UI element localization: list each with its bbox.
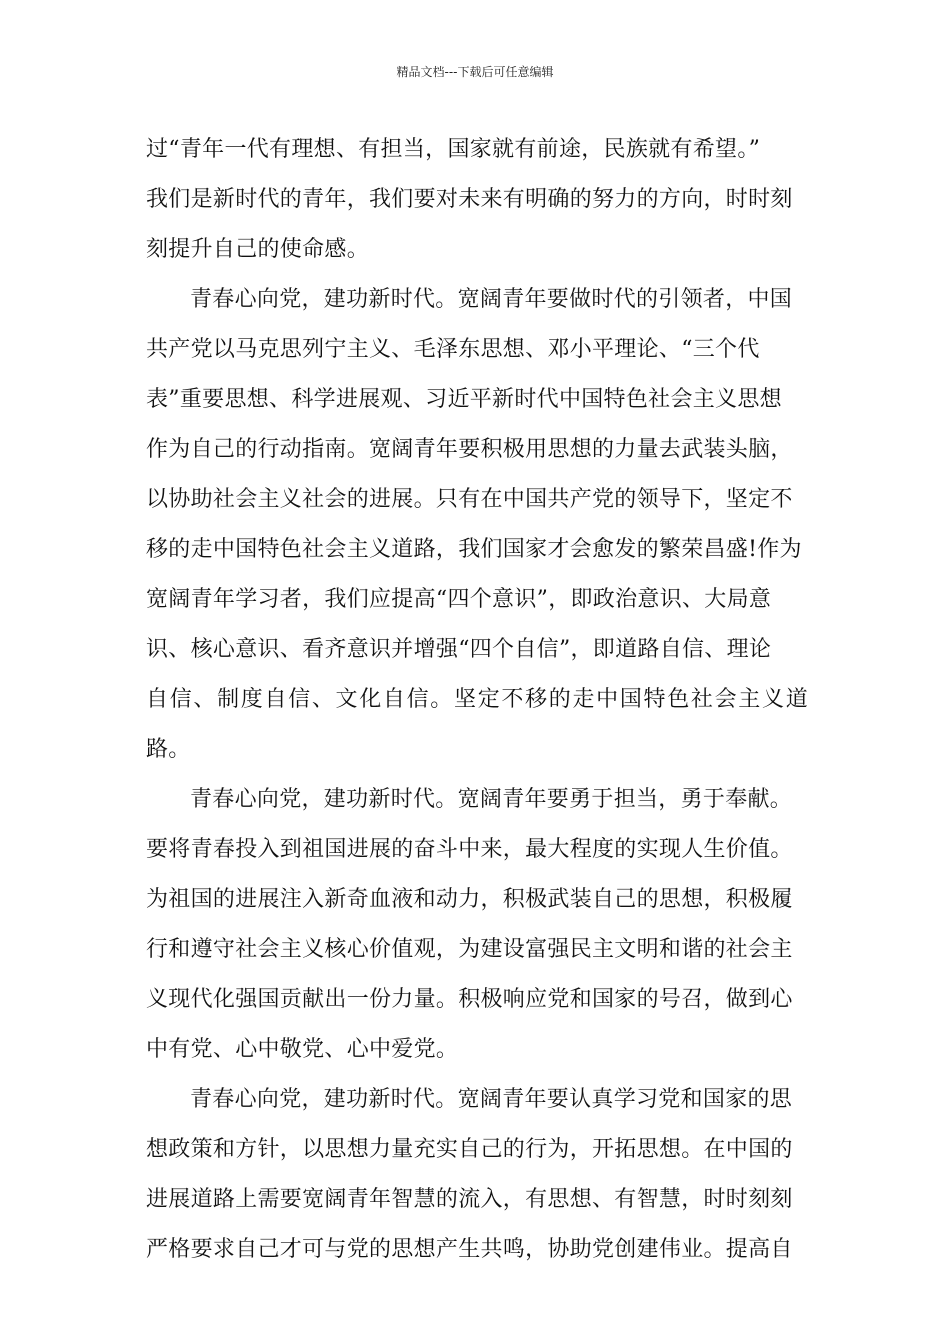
text-line: 过“青年一代有理想、有担当，国家就有前途，民族就有希望。”	[146, 137, 761, 162]
text-line: 我们是新时代的青年，我们要对未来有明确的努力的方向，时时刻	[146, 187, 793, 212]
text-line: 自信、制度自信、文化自信。坚定不移的走中国特色社会主义道路。	[146, 687, 808, 762]
text-line: 中有党、心中敬党、心中爱党。	[146, 1037, 459, 1062]
text-line: 表”重要思想、科学进展观、习近平新时代中国特色社会主义思想	[146, 387, 782, 412]
text-line: 移的走中国特色社会主义道路，我们国家才会愈发的繁荣昌盛!作为	[146, 537, 802, 562]
text-line: 为祖国的进展注入新奇血液和动力，积极武装自己的思想，积极履	[146, 887, 793, 912]
text-line: 共产党以马克思列宁主义、毛泽东思想、邓小平理论、“三个代	[146, 337, 760, 362]
text-line: 作为自己的行动指南。宽阔青年要积极用思想的力量去武装头脑，	[146, 437, 793, 462]
text-line: 识、核心意识、看齐意识并增强“四个自信”，即道路自信、理论	[146, 637, 772, 662]
text-line: 青春心向党，建功新时代。宽阔青年要认真学习党和国家的思	[190, 1087, 793, 1112]
text-line: 严格要求自己才可与党的思想产生共鸣，协助党创建伟业。提高自	[146, 1237, 793, 1262]
text-line: 要将青春投入到祖国进展的奋斗中来，最大程度的实现人生价值。	[146, 837, 793, 862]
text-line: 以协助社会主义社会的进展。只有在中国共产党的领导下，坚定不	[146, 487, 793, 512]
document-body	[146, 125, 808, 1275]
text-line: 想政策和方针，以思想力量充实自己的行为，开拓思想。在中国的	[146, 1137, 793, 1162]
text-line: 青春心向党，建功新时代。宽阔青年要做时代的引领者，中国	[190, 287, 793, 312]
text-line: 行和遵守社会主义核心价值观，为建设富强民主文明和谐的社会主	[146, 937, 793, 962]
text-line: 义现代化强国贡献出一份力量。积极响应党和国家的号召，做到心	[146, 987, 793, 1012]
paragraph-3	[146, 775, 808, 1075]
paragraph-2	[146, 275, 808, 775]
text-line: 青春心向党，建功新时代。宽阔青年要勇于担当，勇于奉献。	[190, 787, 793, 812]
paragraph-4	[146, 1075, 808, 1275]
text-line: 刻提升自己的使命感。	[146, 237, 370, 262]
page-header: 精品文档---下载后可任意编辑	[396, 65, 554, 79]
text-line: 宽阔青年学习者，我们应提高“四个意识”，即政治意识、大局意	[146, 587, 772, 612]
text-line: 进展道路上需要宽阔青年智慧的流入，有思想、有智慧，时时刻刻	[146, 1187, 793, 1212]
paragraph-1	[146, 125, 808, 275]
